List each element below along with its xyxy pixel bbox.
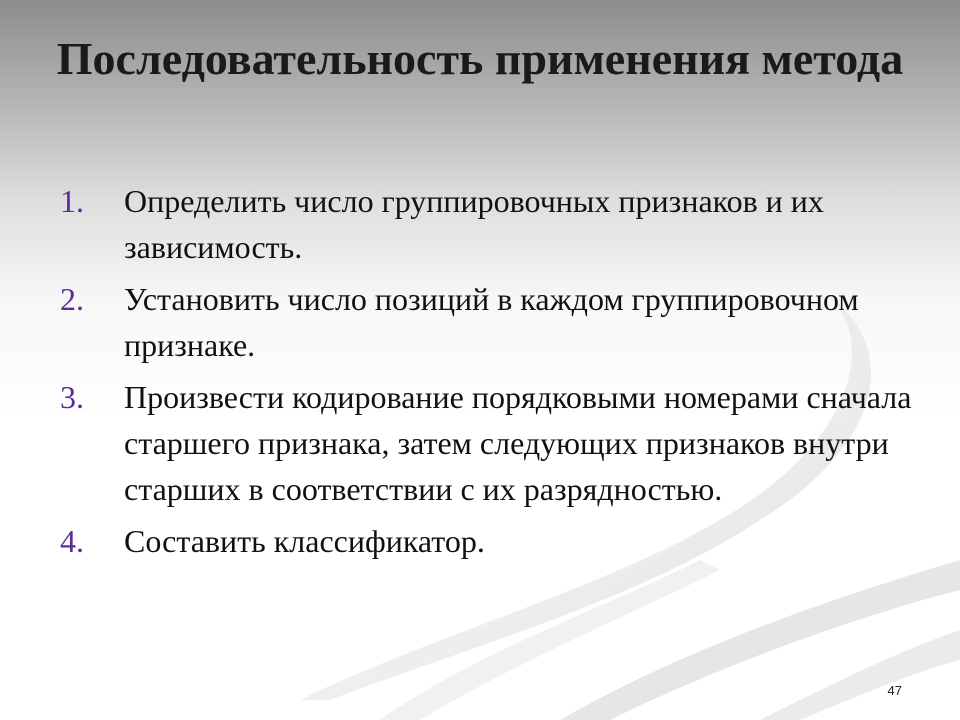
list-item-number: 2. bbox=[60, 281, 84, 317]
list-item-text: Определить число группировочных признаков и их зависимость. bbox=[124, 183, 824, 265]
list-item-number: 3. bbox=[60, 379, 84, 415]
list-item bbox=[60, 374, 920, 512]
slide-title: Последовательность применения метода bbox=[56, 33, 904, 84]
list-item-number: 1. bbox=[60, 183, 84, 219]
list-item-text: Произвести кодирование порядковыми номерами сначала старшего признака, затем следующих признаков внутри старших в соответствии с их разрядностью. bbox=[124, 379, 912, 507]
list-item-number: 4. bbox=[60, 523, 84, 559]
steps-list bbox=[60, 178, 920, 570]
list-item bbox=[60, 518, 920, 564]
list-item-text: Составить классификатор. bbox=[124, 523, 485, 559]
list-item bbox=[60, 276, 920, 368]
list-item bbox=[60, 178, 920, 270]
page-number: 47 bbox=[887, 683, 902, 698]
list-item-text: Установить число позиций в каждом группировочном признаке. bbox=[124, 281, 859, 363]
